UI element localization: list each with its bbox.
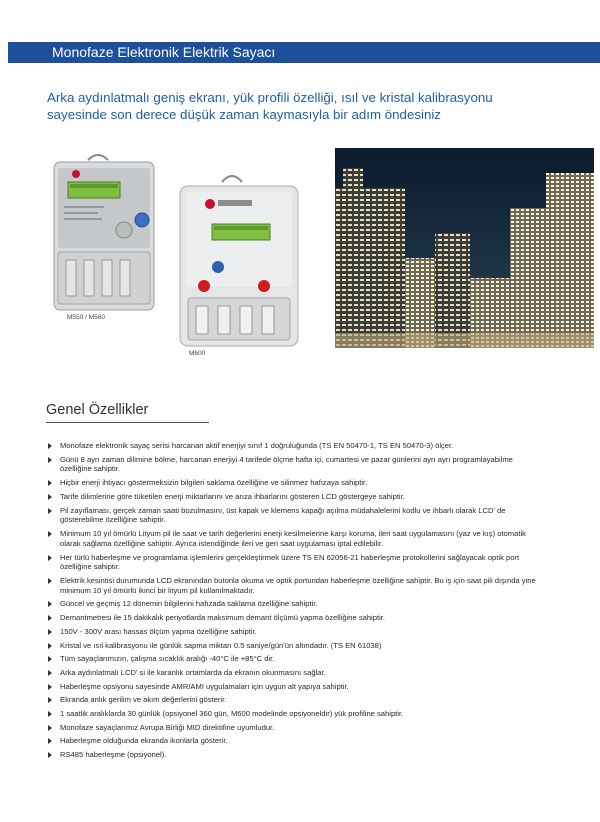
- bullet-arrow-icon: [48, 531, 52, 537]
- list-item: Günü 8 ayrı zaman dilimine bölme, harcanan enerjiyi 4 tarifede ölçme hafta içi, cumartesi ve pazar günlerini ayrı ayrı programlayabilme özelliğine sahiptir.: [48, 455, 538, 475]
- list-item: Minimum 10 yıl ömürlü Lityum pil ile saat ve tarih değerlerini enerji kesilmelerine karşı koruma, ileri saat uygulamasını (yaz ve kış) otomatik olarak sağlama özelliğine sahiptir. Ayrıca istendiğinde ileri ve geri saat uygulaması iptal edilebilir.: [48, 529, 538, 549]
- bullet-arrow-icon: [48, 494, 52, 500]
- bullet-arrow-icon: [48, 443, 52, 449]
- bullet-arrow-icon: [48, 480, 52, 486]
- bullet-arrow-icon: [48, 643, 52, 649]
- meter-right-caption: M600: [189, 350, 206, 357]
- list-item: Pil zayıflaması, gerçek zaman saati bozulmasını, üst kapak ve klemens kapağı açılma müdahalelerini kodlu ve ihbarlı olarak LCD' de gösterebilme özelliğine sahiptir.: [48, 506, 538, 526]
- bullet-arrow-icon: [48, 578, 52, 584]
- bullet-arrow-icon: [48, 670, 52, 676]
- bullet-arrow-icon: [48, 629, 52, 635]
- intro-line-1: Arka aydınlatmalı geniş ekranı, yük profili özelliği, ısıl ve kristal kalibrasyonu: [47, 90, 493, 105]
- bullet-arrow-icon: [48, 738, 52, 744]
- features-list: [48, 441, 538, 764]
- bullet-arrow-icon: [48, 656, 52, 662]
- intro-line-2: sayesinde son derece düşük zaman kaymasıyla bir adım öndesiniz: [47, 107, 441, 122]
- list-item: 1 saatlik aralıklarda 30 günlük (opsiyonel 360 gün, M600 modelinde opsiyoneldir) yük profiline sahiptir.: [48, 709, 538, 719]
- list-item: RS485 haberleşme (opsiyonel).: [48, 750, 538, 760]
- bullet-arrow-icon: [48, 508, 52, 514]
- list-item: Her türlü haberleşme ve programlama işlemlerini gerçekleştirmek üzere TS EN 62056-21 haberleşme protokollerini sağlayacak optik port özelliğine sahiptir.: [48, 553, 538, 573]
- electric-meters-image: [50, 148, 305, 363]
- list-item: Tarife dilimlerine göre tüketilen enerji miktarlarını ve arıza ihbarlarını gösteren LCD göstergeye sahiptir.: [48, 492, 538, 502]
- list-item: Haberleşme opsiyonu sayesinde AMR/AMI uygulamaları için uygun alt yapıya sahiptir.: [48, 682, 538, 692]
- intro-text: [47, 89, 567, 123]
- section-divider: [46, 422, 209, 423]
- list-item: Hiçbir enerji ihtiyacı göstermeksizin bilgileri saklama özelliğine ve silinmez hafızaya sahiptir.: [48, 478, 538, 488]
- meter-m550-image: [54, 155, 154, 310]
- list-item: Elektrik kesintisi durumunda LCD ekranından butonla okuma ve optik portundan haberleşme özelliğine sahiptir. Bu iş için saat pili dışında yine minimum 10 yıl ömürlü ikinci bir lityum pil kullanılmaktadır.: [48, 576, 538, 596]
- meter-product-photo: [50, 148, 305, 363]
- list-item: Haberleşme olduğunda ekranda ikonlarla gösterir.: [48, 736, 538, 746]
- list-item: Güncel ve geçmiş 12 dönemin bilgilerini hafızada saklama özelliğine sahiptir.: [48, 599, 538, 609]
- skyline-image: [335, 148, 594, 348]
- list-item: 150V - 300V arası hassas ölçüm yapma özelliğine sahiptir.: [48, 627, 538, 637]
- section-title: Genel Özellikler: [46, 402, 149, 418]
- list-item: Tüm sayaçlarımızın, çalışma sıcaklık aralığı -40°C ile +85°C dir.: [48, 654, 538, 664]
- list-item: Monofaze elektronik sayaç serisi harcanan aktif enerjiyi sınıf 1 doğruluğunda (TS EN 50470-1, TS EN 50470-3) ölçer.: [48, 441, 538, 451]
- list-item: Monofaze sayaçlarımız Avrupa Birliği MID direktifine uyumludur.: [48, 723, 538, 733]
- list-item: Ekranda anlık gerilim ve akım değerlerini gösterir.: [48, 695, 538, 705]
- bullet-arrow-icon: [48, 555, 52, 561]
- meter-m600-image: [180, 176, 298, 346]
- page-title: Monofaze Elektronik Elektrik Sayacı: [52, 44, 276, 60]
- header-banner: [8, 42, 600, 63]
- bullet-arrow-icon: [48, 615, 52, 621]
- list-item: Kristal ve ısıl kalibrasyonu ile günlük sapma miktarı 0.5 saniye/gün'ün altındadır. (TS EN 61038): [48, 641, 538, 651]
- bullet-arrow-icon: [48, 684, 52, 690]
- bullet-arrow-icon: [48, 752, 52, 758]
- bullet-arrow-icon: [48, 725, 52, 731]
- bullet-arrow-icon: [48, 711, 52, 717]
- bullet-arrow-icon: [48, 697, 52, 703]
- meter-left-caption: M550 / M560: [67, 314, 105, 321]
- list-item: Arka aydınlatmalı LCD' si ile karanlık ortamlarda da ekranın okunmasını sağlar.: [48, 668, 538, 678]
- bullet-arrow-icon: [48, 457, 52, 463]
- bullet-arrow-icon: [48, 601, 52, 607]
- list-item: Demantmetresi ile 15 dakikalık periyotlarda maksimum demant ölçümü yapma özelliğine sahiptir.: [48, 613, 538, 623]
- city-night-photo: [335, 148, 594, 348]
